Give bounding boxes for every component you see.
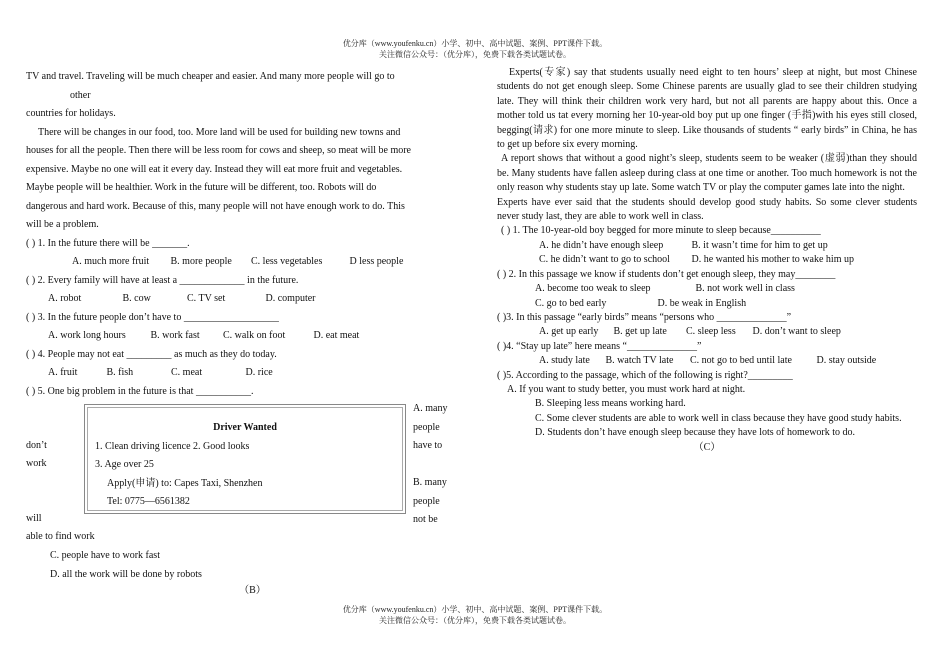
passage-b-line: expensive. Maybe no one will eat it every day. Instead they will eat more fruit and vegetables. bbox=[26, 163, 403, 175]
option: B. get up late bbox=[613, 326, 667, 338]
option: B. cow bbox=[122, 293, 151, 304]
question-c4-options bbox=[497, 354, 917, 368]
option-b-text: B. many bbox=[413, 477, 447, 488]
option-b-text: not be bbox=[413, 514, 438, 525]
option-b-will: will bbox=[26, 513, 42, 524]
option: B. it wasn’t time for him to get up bbox=[691, 239, 828, 251]
option-b-fragment bbox=[413, 474, 461, 530]
option: C. sleep less bbox=[686, 326, 736, 338]
driver-wanted-ad bbox=[84, 404, 406, 514]
option: C. go to bed early bbox=[535, 297, 607, 309]
passage-b-line: TV and travel. Traveling will be much cheaper and easier. And many more people will go to bbox=[26, 71, 395, 82]
option: D. eat meat bbox=[313, 330, 360, 341]
option: A. become too weak to sleep bbox=[535, 283, 651, 295]
option: A. he didn’t have enough sleep bbox=[539, 239, 664, 251]
option: C. walk on foot bbox=[223, 330, 286, 341]
passage-b-line: other bbox=[70, 89, 91, 101]
question-c5-option-c bbox=[497, 412, 917, 426]
right-column bbox=[497, 66, 917, 455]
page-footer bbox=[0, 604, 950, 626]
question-b1-options bbox=[26, 253, 462, 272]
question-c4: ( )4. “Stay up late” here means “______________” bbox=[497, 340, 702, 352]
question-b1: ( ) 1. In the future there will be _______. bbox=[26, 237, 190, 249]
left-column bbox=[26, 68, 462, 401]
passage-c-paragraph: Experts have ever said that the students should develop good study habits. So some clever students never study last, they are able to work well in class. bbox=[497, 196, 917, 223]
question-c1-options bbox=[497, 253, 917, 267]
question-c3-options bbox=[497, 325, 917, 339]
option-a-fragment bbox=[413, 400, 461, 456]
ad-title: Driver Wanted bbox=[213, 422, 277, 433]
question-c1: ( ) 1. The 10-year-old boy begged for more minute to sleep because__________ bbox=[501, 225, 821, 237]
question-b2: ( ) 2. Every family will have at least a _____________ in the future. bbox=[26, 274, 299, 286]
option: A. fruit bbox=[48, 367, 78, 378]
option: B. fish bbox=[106, 367, 134, 378]
ad-line: 3. Age over 25 bbox=[95, 459, 154, 470]
option: D. he wanted his mother to wake him up bbox=[691, 254, 854, 266]
passage-c-paragraph: A report shows that without a good night’s sleep, students seem to be weaker (虚弱)than they should be. Many students have fallen asleep during class at one time or another. Too much homework is not the only reason why students stay up late. Some watch TV or play the computer games late into the night. bbox=[497, 153, 917, 194]
passage-b-line: There will be changes in our food, too. More land will be used for building new towns and bbox=[38, 126, 401, 138]
option: C. not go to bed until late bbox=[690, 355, 792, 367]
option-a-work: work bbox=[26, 458, 47, 469]
question-c2-options bbox=[497, 297, 917, 311]
question-b4-options bbox=[26, 364, 462, 383]
option: D less people bbox=[349, 256, 404, 267]
page-header bbox=[0, 38, 950, 60]
question-c5: ( )5. According to the passage, which of the following is right?_________ bbox=[497, 369, 793, 381]
header-line-2: 关注微信公众号：（优分库），免费下载各类试题试卷。 bbox=[379, 50, 571, 59]
option-text: C. Some clever students are able to work well in class because they have good study habits. bbox=[535, 412, 902, 424]
option-c: C. people have to work fast bbox=[50, 550, 160, 561]
option: B. work fast bbox=[150, 330, 200, 341]
option: D. stay outside bbox=[816, 355, 877, 367]
ad-line: Tel: 0775—6561382 bbox=[107, 496, 190, 507]
question-b3: ( ) 3. In the future people don’t have to ___________________ bbox=[26, 311, 279, 323]
question-c5-option-b: B. Sleeping less means working hard. bbox=[535, 398, 686, 410]
passage-b-line: houses for all the people. Then there will be less room for cows and sheep, so meat will be more bbox=[26, 145, 411, 156]
option: A. study late bbox=[539, 355, 590, 367]
question-b5: ( ) 5. One big problem in the future is that ___________. bbox=[26, 385, 254, 397]
question-b2-options bbox=[26, 290, 462, 309]
passage-b-line: Maybe people will be healthier. Work in the future will be different, too. Robots will do bbox=[26, 182, 377, 193]
option: B. more people bbox=[170, 256, 232, 267]
option: D. don’t want to sleep bbox=[752, 326, 841, 338]
ad-line: Apply(申请) to: Capes Taxi, Shenzhen bbox=[107, 478, 263, 489]
option: C. less vegetables bbox=[251, 256, 323, 267]
passage-c-paragraph: Experts(专家) say that students usually need eight to ten hours’ sleep at night, but most Chinese students do not get enough sleep. Some Chinese parents are usually glad to see their children studying late. They will think their children work very hard, but not all parents are happy about this. Once a mother told us tat every morning her 10-year-old boy put up one finger (手指)with his eyes still closed, begging(请求) for one more minute to sleep. Like thousands of students “ early birds” in China, he has to get up before six every morning. bbox=[497, 67, 917, 151]
question-c2-options bbox=[497, 282, 917, 296]
passage-b-line: countries for holidays. bbox=[26, 108, 116, 119]
option-d: D. all the work will be done by robots bbox=[50, 569, 202, 580]
option: A. get up early bbox=[539, 326, 599, 338]
passage-b-line: dangerous and hard work. Because of this, many people will not have enough work to do. This bbox=[26, 200, 405, 212]
option: A. much more fruit bbox=[72, 256, 150, 267]
option-b-able: able to find work bbox=[26, 531, 95, 542]
option: B. not work well in class bbox=[695, 283, 795, 295]
option: A. work long hours bbox=[48, 330, 126, 341]
option-b-text: people bbox=[413, 495, 440, 507]
ad-line: 1. Clean driving licence 2. Good looks bbox=[95, 441, 250, 452]
footer-line-2: 关注微信公众号：（优分库），免费下载各类试题试卷。 bbox=[379, 616, 571, 625]
option: C. meat bbox=[171, 367, 203, 378]
option: A. robot bbox=[48, 293, 82, 304]
passage-b-line: will be a problem. bbox=[26, 219, 99, 230]
option: C. he didn’t want to go to school bbox=[539, 254, 670, 266]
option: D. be weak in English bbox=[657, 297, 747, 309]
option-a-text: people bbox=[413, 421, 440, 433]
option: C. TV set bbox=[187, 293, 226, 304]
option: B. watch TV late bbox=[605, 355, 674, 367]
question-c5-option-d: D. Students don’t have enough sleep because they have lots of homework to do. bbox=[535, 427, 856, 439]
question-b4: ( ) 4. People may not eat _________ as much as they do today. bbox=[26, 348, 277, 360]
question-c1-options bbox=[497, 239, 917, 253]
section-label-b: （B） bbox=[239, 585, 266, 596]
question-c2: ( ) 2. In this passage we know if students don’t get enough sleep, they may________ bbox=[497, 268, 836, 280]
option: D. computer bbox=[265, 293, 316, 304]
header-line-1: 优分库（www.youfenku.cn）小学、初中、高中试题、案例、PPT课件下载。 bbox=[342, 39, 608, 48]
option: D. rice bbox=[245, 367, 273, 378]
question-c3: ( )3. In this passage “early birds” means “persons who ______________” bbox=[497, 311, 792, 323]
question-b3-options bbox=[26, 327, 462, 346]
question-c5-option-a: A. If you want to study better, you must work hard at night. bbox=[507, 383, 746, 395]
option-a-text: A. many bbox=[413, 403, 448, 414]
option-a-dont: don’t bbox=[26, 440, 47, 451]
option-a-text: have to bbox=[413, 440, 443, 451]
footer-line-1: 优分库（www.youfenku.cn）小学、初中、高中试题、案例、PPT课件下载。 bbox=[342, 605, 608, 614]
section-label-c: （C） bbox=[693, 441, 721, 453]
